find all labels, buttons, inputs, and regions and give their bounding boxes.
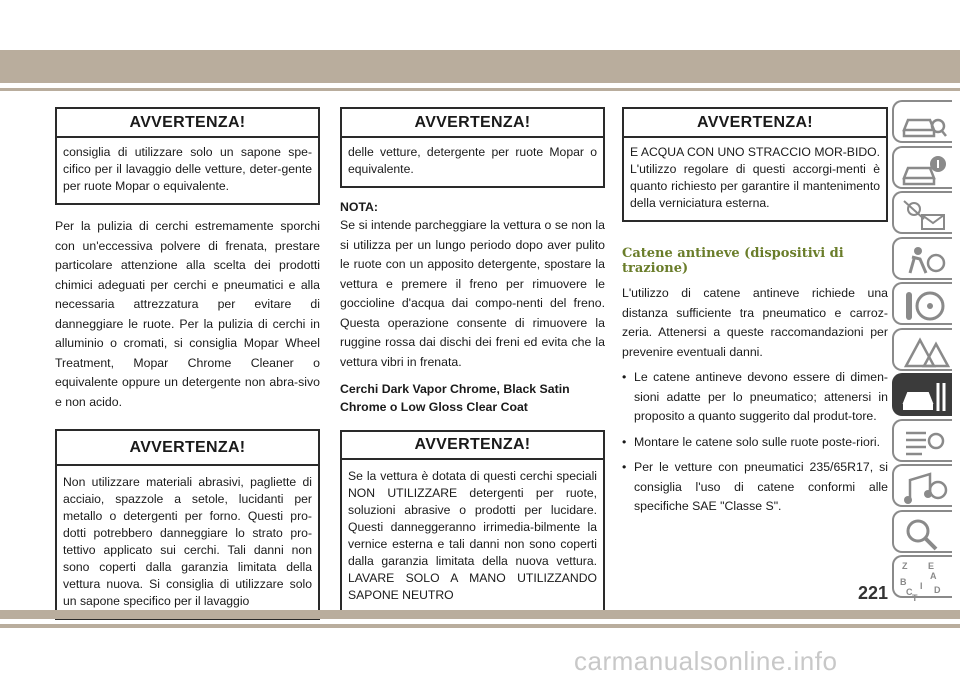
footer-rule <box>0 624 960 628</box>
index-letter: B <box>900 577 907 587</box>
paragraph: L'utilizzo di catene antineve richiede una distanza sufficiente tra pneumatico e carroz-zeria. Attenersi a queste raccomandazioni per prevenire eventuali danni. <box>622 286 888 359</box>
list-item-text: Le catene antineve devono essere di dimen-sioni adatte per lo pneumatico; attenersi in proposito a quanto suggerito dal produt-tore. <box>634 370 888 423</box>
warning-title: AVVERTENZA! <box>342 432 603 460</box>
note-text: Se si intende parcheggiare la vettura o se non la si utilizza per un lungo periodo dopo aver pulito le ruote con un apposito detergente, spostare la vettura e premere il freno per rimuovere le goccioline d'acqua dai compo-nenti del freno. Questa operazione consente di rimuovere la ruggine rossa dai dischi dei freni ed evita che la vettura vibri in frenata. <box>340 218 605 369</box>
warning-text: E ACQUA CON UNO STRACCIO MOR-BIDO. L'utilizzo regolare di questi accorgi-menti è quanto richiesto per garantire il mantenimento della verniciatura esterna. <box>630 145 880 210</box>
index-letter: Z <box>902 561 908 571</box>
warning-title: AVVERTENZA! <box>342 109 603 138</box>
list-item <box>622 458 888 517</box>
bullet-marker: • <box>622 460 627 474</box>
warning-title: AVVERTENZA! <box>57 431 318 466</box>
index-letter: E <box>928 561 935 571</box>
warning-text: delle vetture, detergente per ruote Mopar o equivalente. <box>348 145 597 176</box>
note-label: NOTA: <box>340 200 379 214</box>
subheading: Cerchi Dark Vapor Chrome, Black Satin Chrome o Low Gloss Clear Coat <box>340 382 570 414</box>
warning-box <box>340 107 605 188</box>
tab-multimedia[interactable] <box>892 464 952 507</box>
tab-specifications[interactable] <box>892 419 952 462</box>
index-letter: D <box>934 585 941 595</box>
bullet-marker: • <box>622 434 627 449</box>
warning-box <box>55 429 320 620</box>
warning-box <box>340 430 605 614</box>
index-letter: C <box>906 587 913 597</box>
watermark: carmanualsonline.info <box>574 646 838 676</box>
page-number: 221 <box>858 583 889 603</box>
bullet-list <box>622 368 888 517</box>
index-letter: A <box>930 571 937 581</box>
paragraph: Per la pulizia di cerchi estremamente sporchi con un'eccessiva polvere di frenata, prestare particolare attenzione alla scelta dei prodotti chimici adeguati per cerchi e pneumatici e alla necessaria attrezzatura per evitare di danneggiare le ruote. Per la pulizia di cerchi in alluminio o cromati, si consiglia Mopar Wheel Treatment, Mopar Chrome Cleaner o equivalente oppure un detergente non abra-sivo e non acido. <box>55 219 320 409</box>
list-item-text: Montare le catene solo sulle ruote poste-riori. <box>634 434 881 449</box>
warning-text: consiglia di utilizzare solo un sapone spe-cifico per il lavaggio delle vetture, deter-gente per ruote Mopar o equivalente. <box>63 145 312 193</box>
footer-band <box>0 610 960 619</box>
tab-car-info[interactable] <box>892 146 952 189</box>
warning-title: AVVERTENZA! <box>624 109 886 138</box>
bullet-marker: • <box>622 370 627 384</box>
column-2 <box>340 107 605 614</box>
section-title: Catene antineve (dispositivi di trazione) <box>622 246 844 276</box>
header-rule <box>0 88 960 91</box>
tab-hazard-triangle[interactable] <box>892 328 952 371</box>
column-1 <box>55 107 320 620</box>
warning-box <box>55 107 320 205</box>
tab-warning-lights[interactable] <box>892 191 952 234</box>
warning-text: Se la vettura è dotata di questi cerchi speciali NON UTILIZZARE detergenti per ruote, soluzioni abrasive o prodotti per lucidare. Questi danneggeranno irrimedia-bilmente la vernice esterna e tali danni non sono coperti dalla garanzia limitata della nuova vettura. LAVARE SOLO A MANO UTILIZZANDO SAPONE NEUTRO <box>348 469 597 602</box>
warning-box <box>622 107 888 222</box>
header-band <box>0 50 960 83</box>
list-item <box>622 368 888 427</box>
warning-title: AVVERTENZA! <box>57 109 318 138</box>
tab-search[interactable] <box>892 510 952 553</box>
warning-text: Non utilizzare materiali abrasivi, pagliette di acciaio, spazzole a setole, lucidanti per metallo o detergenti per forno. Questi pro-dotti potrebbero danneggiare lo strato pro-tettivo applicato sui cerchi. Tali danni non sono coperti dalla garanzia limitata della vettura nuova. Si consiglia di utilizzare solo un sapone specifico per il lavaggio <box>63 475 312 608</box>
tab-car-search[interactable] <box>892 100 952 143</box>
column-3 <box>622 107 888 517</box>
tab-index[interactable] <box>892 555 952 603</box>
list-item <box>622 433 888 453</box>
list-item-text: Per le vetture con pneumatici 235/65R17, si consiglia l'uso di catene conformi alle specifiche SAE "Classe S". <box>634 460 888 513</box>
index-letter: I <box>920 581 923 591</box>
tab-car-service[interactable] <box>892 373 952 416</box>
tab-airbag[interactable] <box>892 237 952 280</box>
tab-steering-wheel[interactable] <box>892 282 952 325</box>
index-letter: T <box>912 593 918 603</box>
